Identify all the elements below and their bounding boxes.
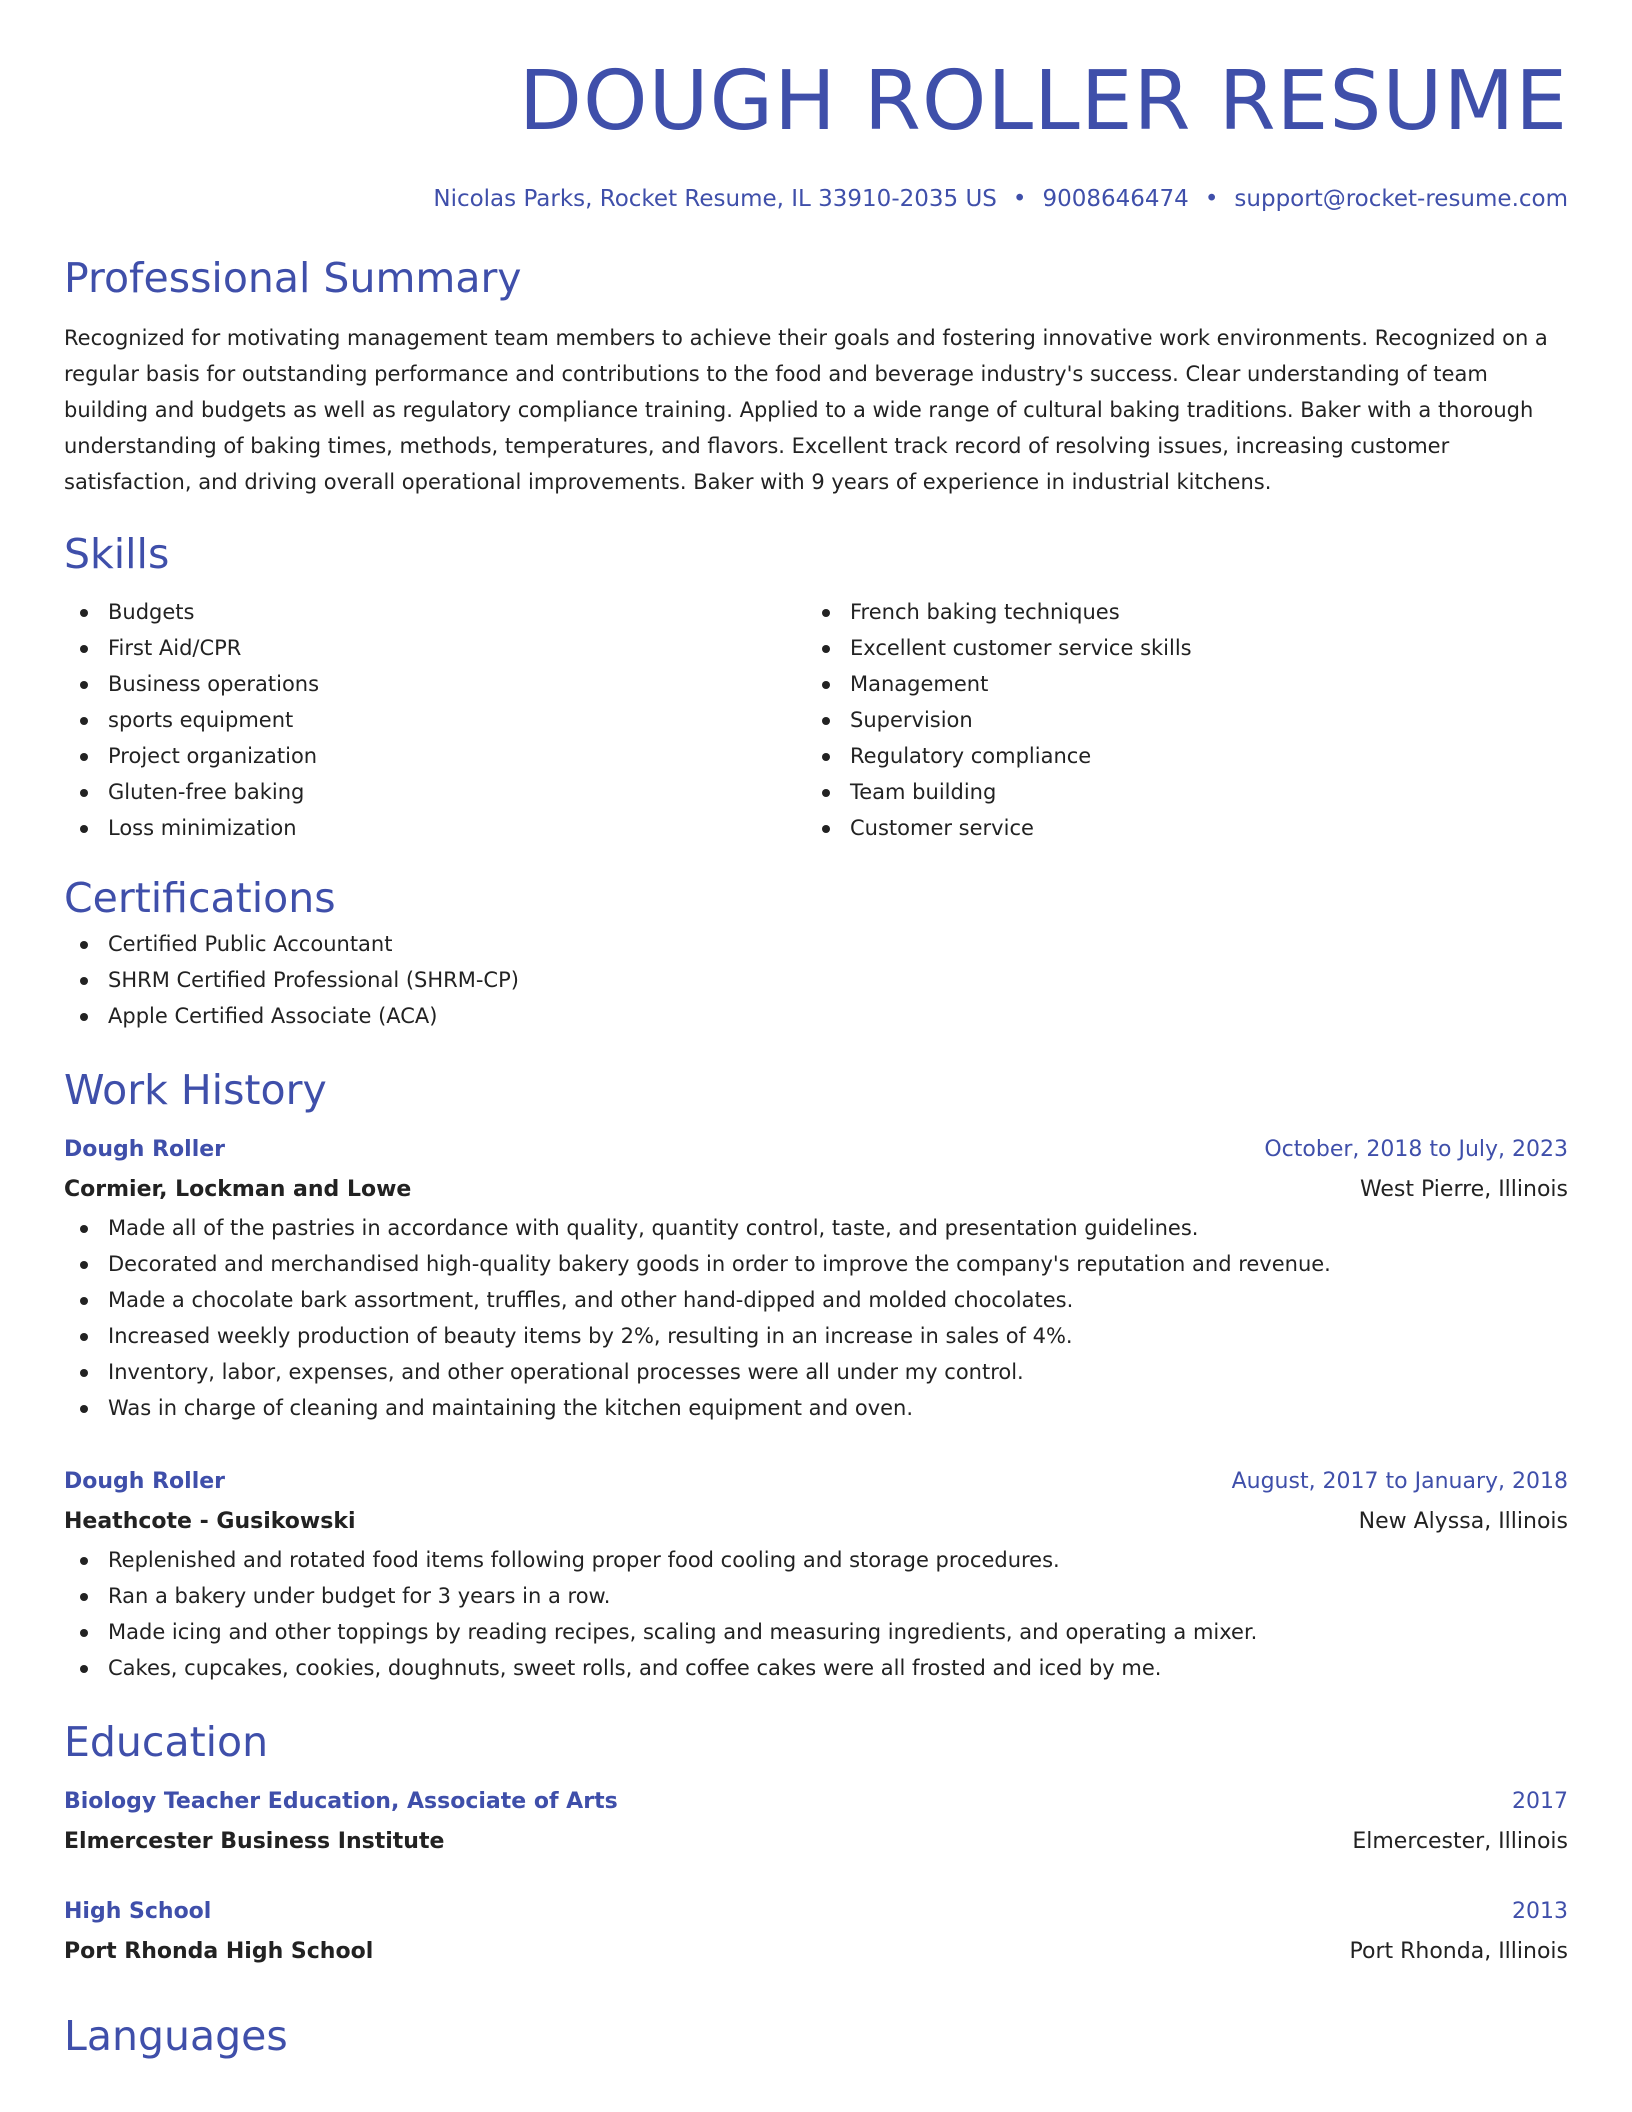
list-item: Gluten-free baking (64, 774, 806, 810)
list-item: First Aid/CPR (64, 630, 806, 666)
contact-address: Nicolas Parks, Rocket Resume, IL 33910-2035 US (433, 186, 997, 212)
graduation-year: 2013 (1512, 1899, 1568, 1924)
education-entry (64, 1782, 1568, 1862)
work-entry-header (64, 1130, 1568, 1170)
education-entry-header (64, 1782, 1568, 1822)
contact-email: support@rocket-resume.com (1234, 186, 1568, 212)
education-entry-subheader (64, 1822, 1568, 1862)
school-name: Elmercester Business Institute (64, 1829, 445, 1854)
list-item: Team building (806, 774, 1548, 810)
education-entry (64, 1892, 1568, 1972)
list-item: Management (806, 666, 1548, 702)
list-item: Made icing and other toppings by reading recipes, scaling and measuring ingredients, and operating a mixer. (64, 1614, 1568, 1650)
work-entry-subheader (64, 1502, 1568, 1542)
contact-separator: • (1012, 186, 1027, 212)
job-dates: October, 2018 to July, 2023 (1264, 1137, 1568, 1162)
job-company: Cormier, Lockman and Lowe (64, 1177, 412, 1202)
skills-heading: Skills (64, 530, 170, 578)
certifications-list (64, 926, 1568, 1034)
school-location: Elmercester, Illinois (1352, 1829, 1568, 1854)
contact-phone: 9008646474 (1042, 186, 1189, 212)
resume-title: DOUGH ROLLER RESUME (518, 54, 1568, 149)
skills-column-left (64, 594, 806, 846)
education-entry-header (64, 1892, 1568, 1932)
work-entry (64, 1462, 1568, 1686)
job-location: West Pierre, Illinois (1359, 1177, 1568, 1202)
education-heading: Education (64, 1718, 269, 1766)
list-item: Was in charge of cleaning and maintaining the kitchen equipment and oven. (64, 1390, 1568, 1426)
list-item: SHRM Certified Professional (SHRM-CP) (64, 962, 1568, 998)
certifications-heading: Certifications (64, 874, 336, 922)
skills-grid (64, 594, 1568, 846)
list-item: Business operations (64, 666, 806, 702)
contact-line (64, 182, 1568, 216)
list-item: Certified Public Accountant (64, 926, 1568, 962)
list-item: Made all of the pastries in accordance with quality, quantity control, taste, and presentation guidelines. (64, 1210, 1568, 1246)
job-title: Dough Roller (64, 1137, 226, 1162)
list-item: Decorated and merchandised high-quality bakery goods in order to improve the company's reputation and revenue. (64, 1246, 1568, 1282)
list-item: Loss minimization (64, 810, 806, 846)
list-item: Ran a bakery under budget for 3 years in a row. (64, 1578, 1568, 1614)
summary-heading: Professional Summary (64, 254, 522, 302)
contact-separator: • (1204, 186, 1219, 212)
skills-column-right (806, 594, 1548, 846)
education-entry-subheader (64, 1932, 1568, 1972)
list-item: Project organization (64, 738, 806, 774)
list-item: Supervision (806, 702, 1548, 738)
job-company: Heathcote - Gusikowski (64, 1509, 356, 1534)
graduation-year: 2017 (1512, 1789, 1568, 1814)
languages-heading: Languages (64, 2012, 288, 2060)
work-history-heading: Work History (64, 1066, 327, 1114)
list-item: Customer service (806, 810, 1548, 846)
job-bullets (64, 1542, 1568, 1686)
list-item: Replenished and rotated food items following proper food cooling and storage procedures. (64, 1542, 1568, 1578)
list-item: Made a chocolate bark assortment, truffles, and other hand-dipped and molded chocolates. (64, 1282, 1568, 1318)
list-item: Increased weekly production of beauty items by 2%, resulting in an increase in sales of 4%. (64, 1318, 1568, 1354)
work-entry-header (64, 1462, 1568, 1502)
skills-list-left (64, 594, 806, 846)
degree-title: High School (64, 1899, 212, 1924)
degree-title: Biology Teacher Education, Associate of Arts (64, 1789, 618, 1814)
school-name: Port Rhonda High School (64, 1939, 374, 1964)
work-entry (64, 1130, 1568, 1426)
list-item: Budgets (64, 594, 806, 630)
list-item: Apple Certified Associate (ACA) (64, 998, 1568, 1034)
list-item: Excellent customer service skills (806, 630, 1548, 666)
job-location: New Alyssa, Illinois (1358, 1509, 1568, 1534)
list-item: Inventory, labor, expenses, and other operational processes were all under my control. (64, 1354, 1568, 1390)
skills-list-right (806, 594, 1548, 846)
school-location: Port Rhonda, Illinois (1349, 1939, 1568, 1964)
list-item: Cakes, cupcakes, cookies, doughnuts, sweet rolls, and coffee cakes were all frosted and iced by me. (64, 1650, 1568, 1686)
work-entry-subheader (64, 1170, 1568, 1210)
list-item: French baking techniques (806, 594, 1548, 630)
job-title: Dough Roller (64, 1469, 226, 1494)
summary-text: Recognized for motivating management team members to achieve their goals and fostering innovative work environments. Recognized on a regular basis for outstanding performance and contributions to the food and beverage industry's success. Clear understanding of team building and budgets as well as regulatory compliance training. Applied to a wide range of cultural baking traditions. Baker with a thorough understanding of baking times, methods, temperatures, and flavors. Excellent track record of resolving issues, increasing customer satisfaction, and driving overall operational improvements. Baker with 9 years of experience in industrial kitchens. (64, 326, 1548, 494)
list-item: Regulatory compliance (806, 738, 1548, 774)
job-bullets (64, 1210, 1568, 1426)
list-item: sports equipment (64, 702, 806, 738)
job-dates: August, 2017 to January, 2018 (1231, 1469, 1568, 1494)
